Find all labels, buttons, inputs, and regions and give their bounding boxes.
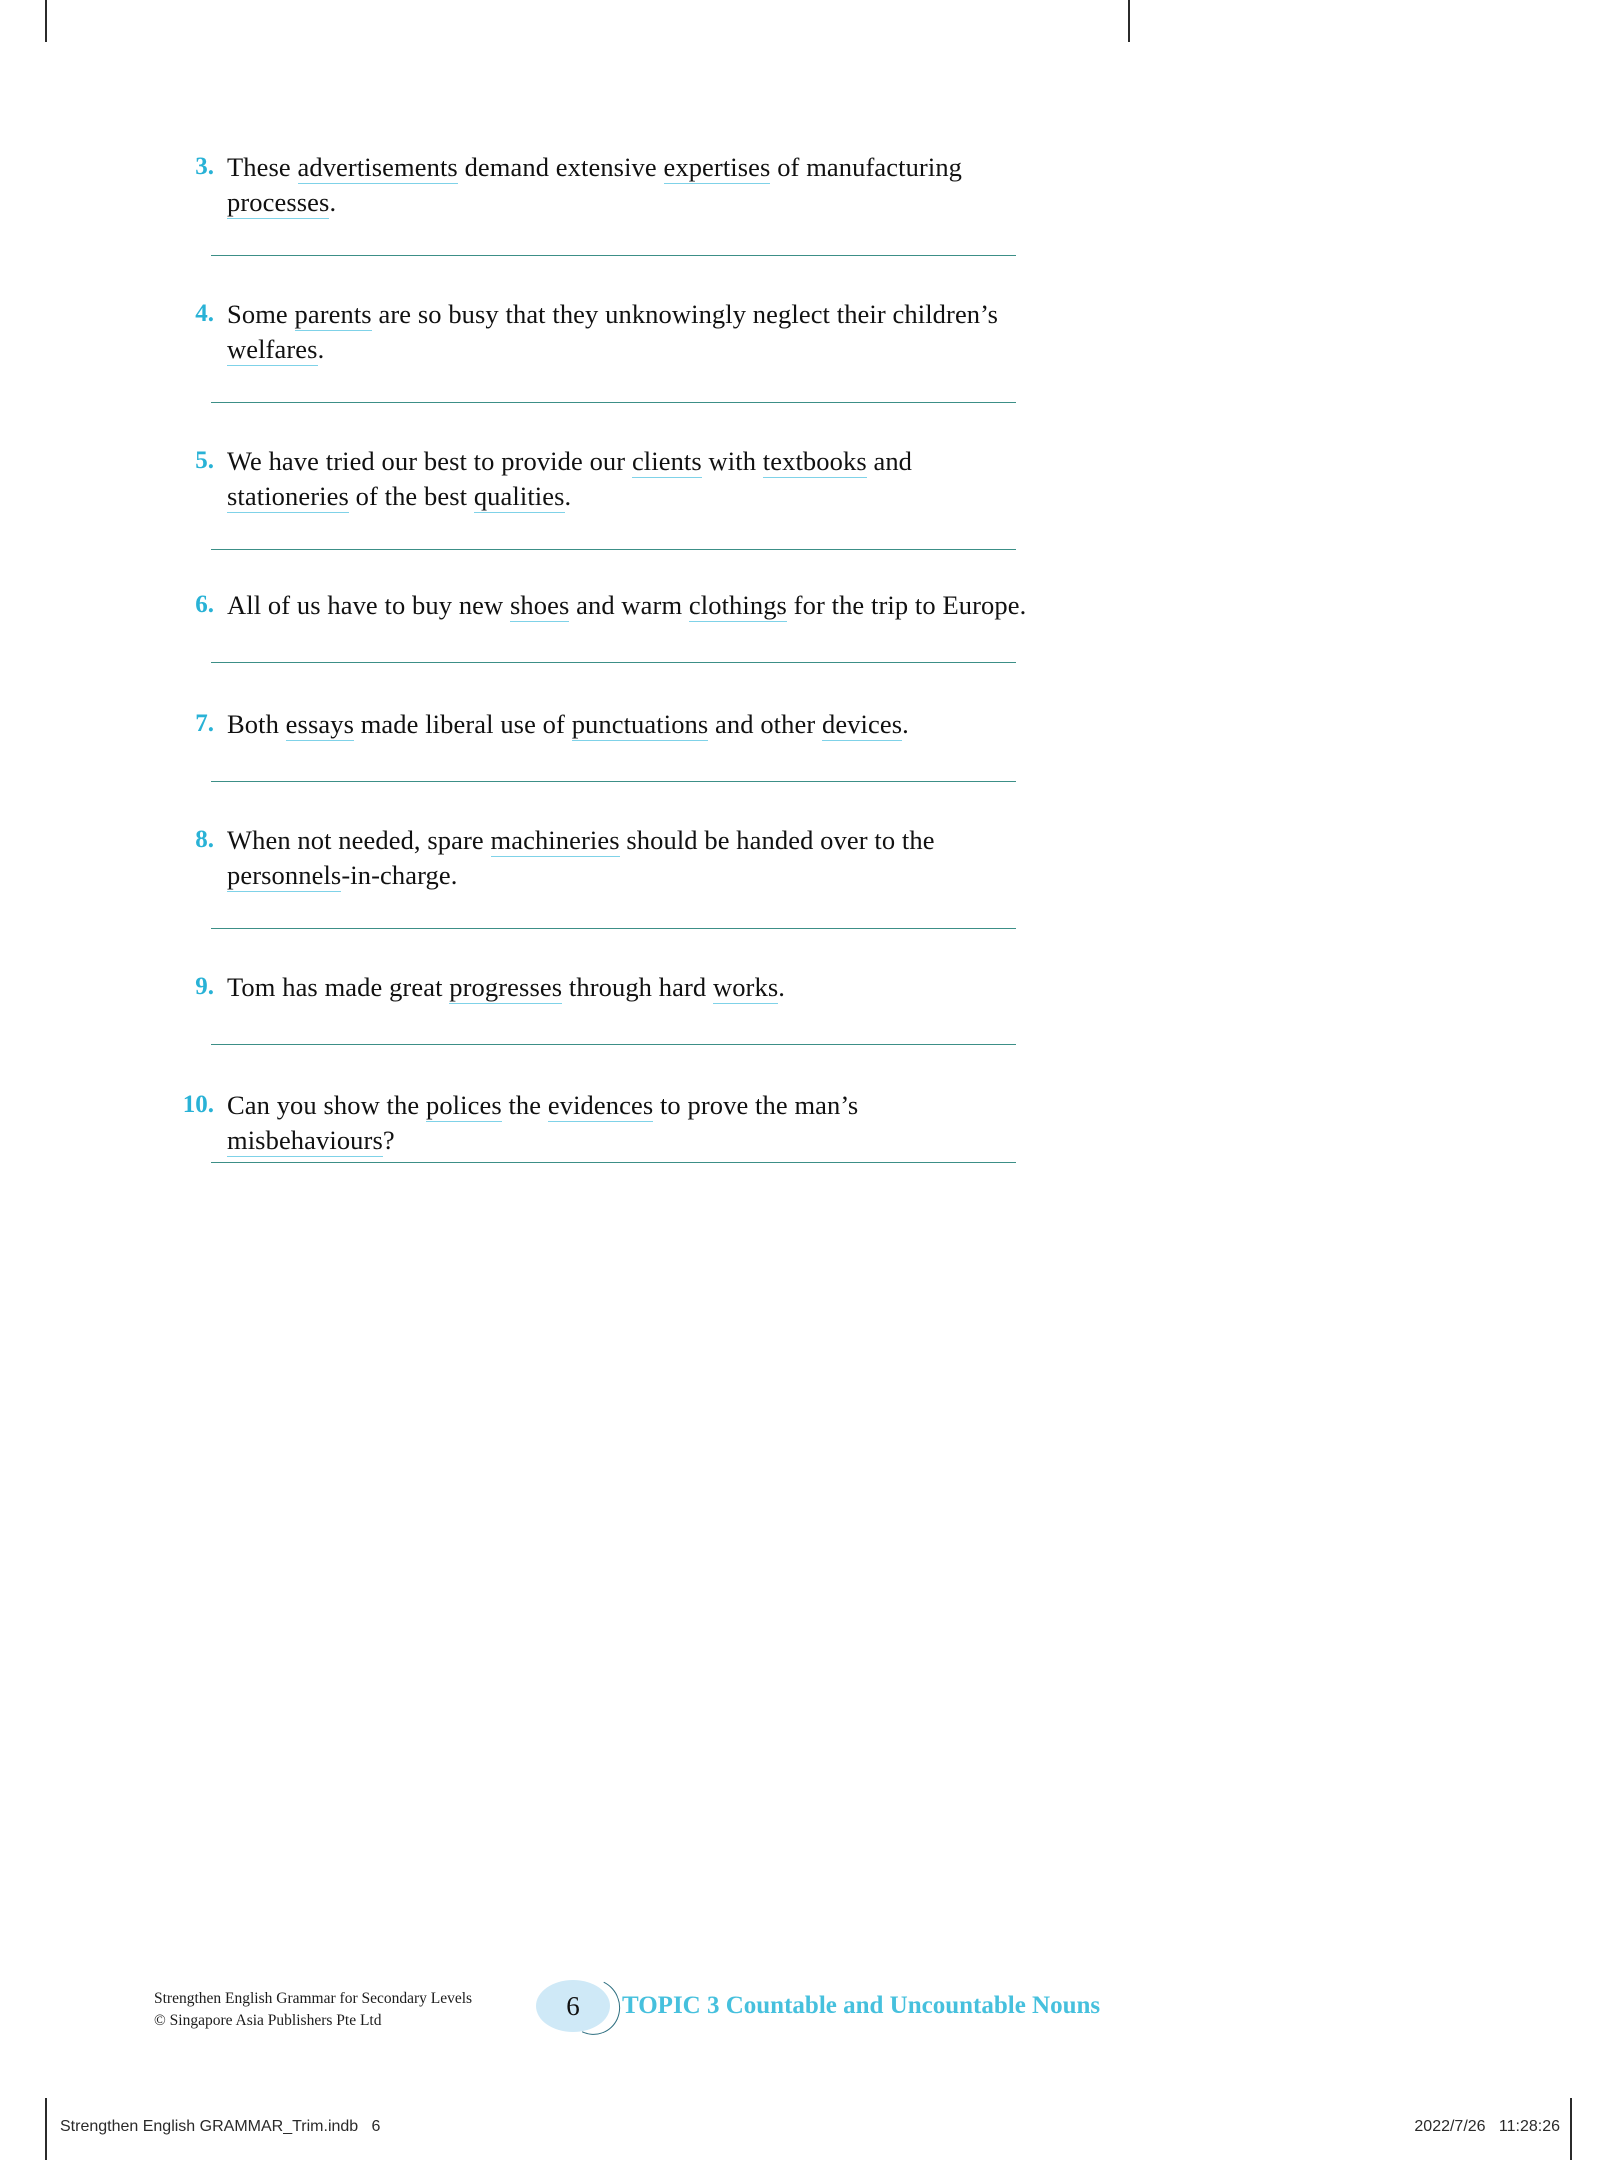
question-text-fragment: .	[317, 333, 325, 364]
underlined-word: machineries	[490, 825, 620, 855]
answer-line[interactable]	[211, 1162, 1016, 1163]
question-item	[168, 297, 1028, 367]
question-row	[168, 150, 1028, 220]
question-text-fragment: Both	[227, 709, 286, 739]
topic-label: TOPIC 3 Countable and Uncountable Nouns	[622, 1992, 1101, 2019]
page-number-badge	[536, 1980, 610, 2032]
answer-line[interactable]	[211, 549, 1016, 550]
underlined-word: expertises	[663, 152, 771, 182]
question-text-fragment: should be handed over to the	[619, 825, 935, 855]
question-item	[168, 823, 1028, 893]
question-text-fragment: Some	[227, 299, 295, 329]
question-item	[168, 588, 1028, 623]
question-text-fragment: and	[866, 446, 913, 476]
answer-line[interactable]	[211, 928, 1016, 929]
print-slug-filename: Strengthen English GRAMMAR_Trim.indb 6	[60, 2118, 381, 2135]
question-text-fragment: and warm	[569, 590, 689, 620]
question-number: 6.	[195, 591, 214, 618]
question-text	[227, 150, 1028, 220]
answer-line[interactable]	[211, 402, 1016, 403]
underlined-word: textbooks	[762, 446, 867, 476]
question-number: 10.	[182, 1091, 214, 1118]
question-row	[168, 444, 1028, 514]
question-text-fragment: .	[902, 709, 909, 739]
question-item	[168, 444, 1028, 514]
question-text	[227, 707, 1028, 742]
underlined-word: evidences	[547, 1090, 654, 1120]
question-text-fragment: to prove the man’s	[653, 1090, 859, 1120]
answer-line[interactable]	[211, 255, 1016, 256]
question-number: 4.	[195, 300, 214, 327]
question-text-fragment: .	[778, 972, 785, 1002]
question-text	[227, 970, 1028, 1005]
question-text-fragment: -in-charge.	[341, 859, 458, 890]
question-item	[168, 1088, 1028, 1158]
question-text-fragment: the	[501, 1090, 548, 1120]
question-text-fragment: When not needed, spare	[227, 825, 491, 855]
question-row	[168, 588, 1028, 623]
underlined-word: stationeries	[227, 480, 349, 511]
question-text-fragment: ?	[382, 1124, 395, 1155]
underlined-word: parents	[294, 299, 372, 329]
question-text-fragment: All of us have to buy new	[227, 590, 511, 620]
question-text-fragment: through hard	[562, 972, 713, 1002]
question-text	[227, 444, 1028, 514]
underlined-word: clients	[631, 446, 702, 476]
footer-copyright-line: © Singapore Asia Publishers Pte Ltd	[154, 2012, 382, 2029]
question-text-fragment: demand extensive	[457, 152, 664, 182]
underlined-word: progresses	[449, 972, 563, 1002]
question-text-fragment: of manufacturing	[770, 152, 963, 182]
question-number: 7.	[195, 710, 214, 737]
question-number: 9.	[195, 973, 214, 1000]
footer-topic-block	[536, 1978, 1100, 2034]
underlined-word: punctuations	[571, 709, 709, 739]
question-text-fragment: and other	[708, 709, 822, 739]
question-item	[168, 707, 1028, 742]
question-number: 8.	[195, 826, 214, 853]
question-row	[168, 970, 1028, 1005]
question-text	[227, 823, 1028, 893]
print-slug-timestamp: 2022/7/26 11:28:26	[1414, 2118, 1560, 2135]
page-number: 6	[566, 1990, 580, 2021]
question-text-fragment: Can you show the	[227, 1090, 426, 1120]
underlined-word: welfares	[227, 333, 318, 364]
question-text-fragment: for the trip to Europe.	[786, 590, 1027, 620]
answer-line[interactable]	[211, 662, 1016, 663]
underlined-word: works	[712, 972, 779, 1002]
question-item	[168, 150, 1028, 220]
question-text-fragment: of the best	[348, 480, 474, 511]
question-text-fragment: Tom has made great	[227, 972, 450, 1002]
question-text-fragment: These	[227, 152, 298, 182]
question-text-fragment: made liberal use of	[353, 709, 572, 739]
footer-publisher-info	[154, 1988, 472, 2032]
question-number: 3.	[195, 153, 214, 180]
question-row	[168, 1088, 1028, 1158]
answer-line[interactable]	[211, 781, 1016, 782]
footer-title-line: Strengthen English Grammar for Secondary Levels	[154, 1990, 473, 2007]
underlined-word: clothings	[688, 590, 787, 620]
underlined-word: polices	[425, 1090, 502, 1120]
crop-mark-bottom-right	[1570, 2098, 1572, 2160]
question-row	[168, 707, 1028, 742]
question-row	[168, 297, 1028, 367]
underlined-word: essays	[285, 709, 354, 739]
question-text	[227, 588, 1028, 623]
underlined-word: devices	[822, 709, 903, 739]
underlined-word: shoes	[510, 590, 570, 620]
underlined-word: misbehaviours	[227, 1124, 383, 1155]
question-text-fragment: .	[329, 186, 337, 217]
question-text-fragment: with	[701, 446, 763, 476]
question-number: 5.	[195, 447, 214, 474]
question-text	[227, 297, 1028, 367]
question-text	[227, 1088, 1028, 1158]
question-item	[168, 970, 1028, 1005]
answer-line[interactable]	[211, 1044, 1016, 1045]
question-text-fragment: .	[564, 480, 572, 511]
underlined-word: processes	[227, 186, 330, 217]
underlined-word: personnels	[227, 859, 342, 890]
crop-mark-bottom-left	[45, 2098, 47, 2160]
question-text-fragment: We have tried our best to provide our	[227, 446, 632, 476]
question-row	[168, 823, 1028, 893]
question-text-fragment: are so busy that they unknowingly neglect their children’s	[371, 299, 999, 329]
underlined-word: advertisements	[297, 152, 458, 182]
underlined-word: qualities	[473, 480, 565, 511]
